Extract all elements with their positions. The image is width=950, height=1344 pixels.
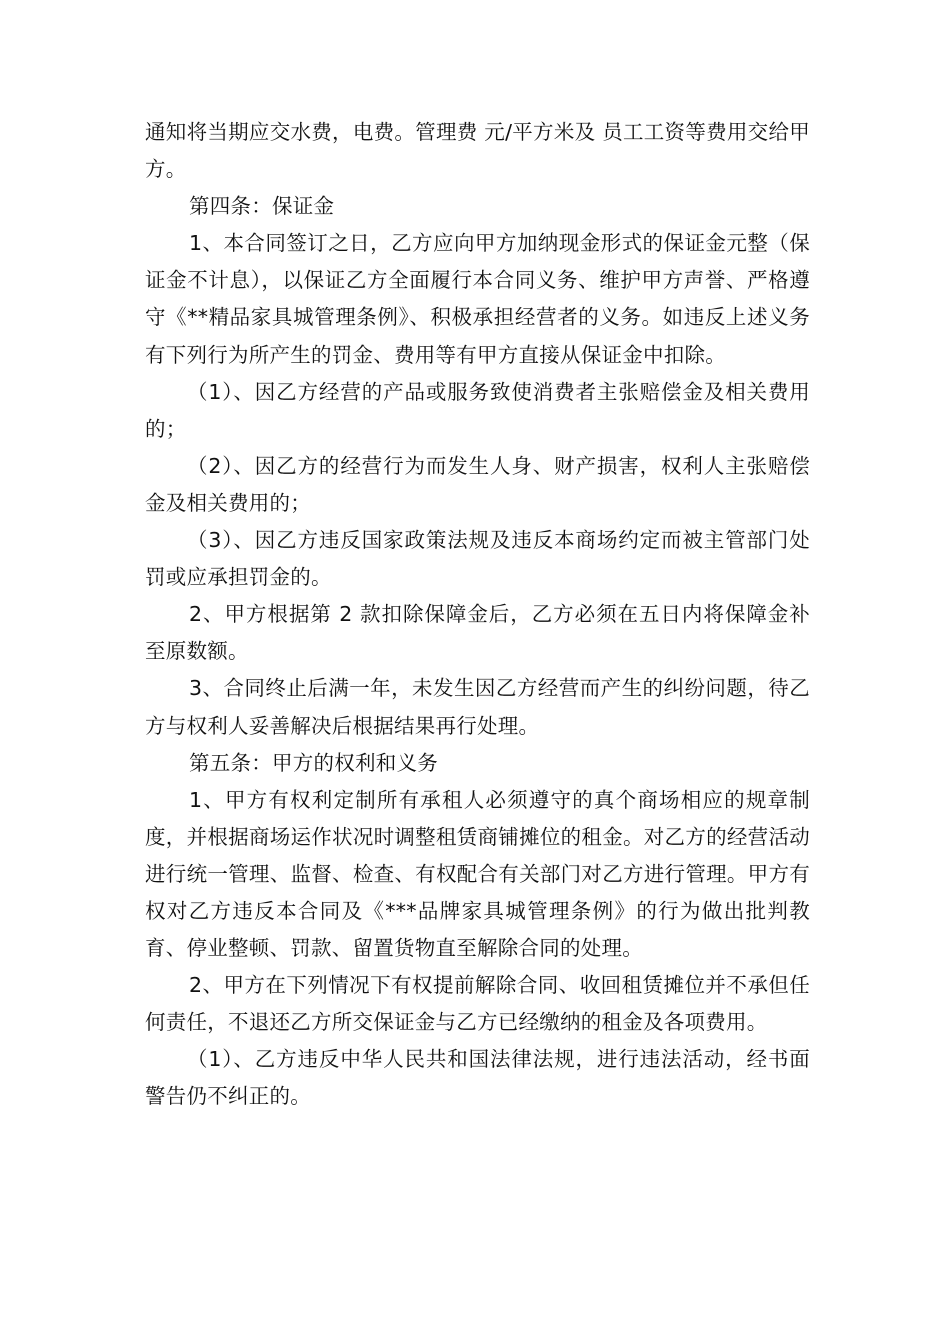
clause-4-1-item-3: （3）、因乙方违反国家政策法规及违反本商场约定而被主管部门处罚或应承担罚金的。 [145,528,810,590]
clause-4-1-item-1: （1）、因乙方经营的产品或服务致使消费者主张赔偿金及相关费用的； [145,379,810,441]
clause-4-3: 3、合同终止后满一年，未发生因乙方经营而产生的纠纷问题，待乙方与权利人妥善解决后根据结果再行处理。 [145,676,810,738]
clause-4-1-item-2: （2）、因乙方的经营行为而发生人身、财产损害，权利人主张赔偿金及相关费用的； [145,453,810,515]
document-body [145,114,810,1116]
clause-5-2-item-1: （1）、乙方违反中华人民共和国法律法规，进行违法活动，经书面警告仍不纠正的。 [145,1047,810,1109]
clause-4-2: 2、甲方根据第 2 款扣除保障金后，乙方必须在五日内将保障金补至原数额。 [145,602,810,664]
article-5-title: 第五条：甲方的权利和义务 [189,750,438,775]
clause-4-1: 1、本合同签订之日，乙方应向甲方加纳现金形式的保证金元整（保证金不计息），以保证乙方全面履行本合同义务、维护甲方声誉、严格遵守《**精品家具城管理条例》、积极承担经营者的义务。如违反上述义务有下列行为所产生的罚金、费用等有甲方直接从保证金中扣除。 [145,231,810,367]
article-4-title: 第四条：保证金 [189,194,335,219]
clause-5-1: 1、甲方有权利定制所有承租人必须遵守的真个商场相应的规章制度，并根据商场运作状况时调整租赁商铺摊位的租金。对乙方的经营活动进行统一管理、监督、检查、有权配合有关部门对乙方进行管理。甲方有权对乙方违反本合同及《***品牌家具城管理条例》的行为做出批判教育、停业整顿、罚款、留置货物直至解除合同的处理。 [145,787,810,961]
paragraph-continued: 通知将当期应交水费，电费。管理费 元/平方米及 员工工资等费用交给甲方。 [145,120,810,182]
clause-5-2: 2、甲方在下列情况下有权提前解除合同、收回租赁摊位并不承但任何责任，不退还乙方所交保证金与乙方已经缴纳的租金及各项费用。 [145,973,810,1035]
